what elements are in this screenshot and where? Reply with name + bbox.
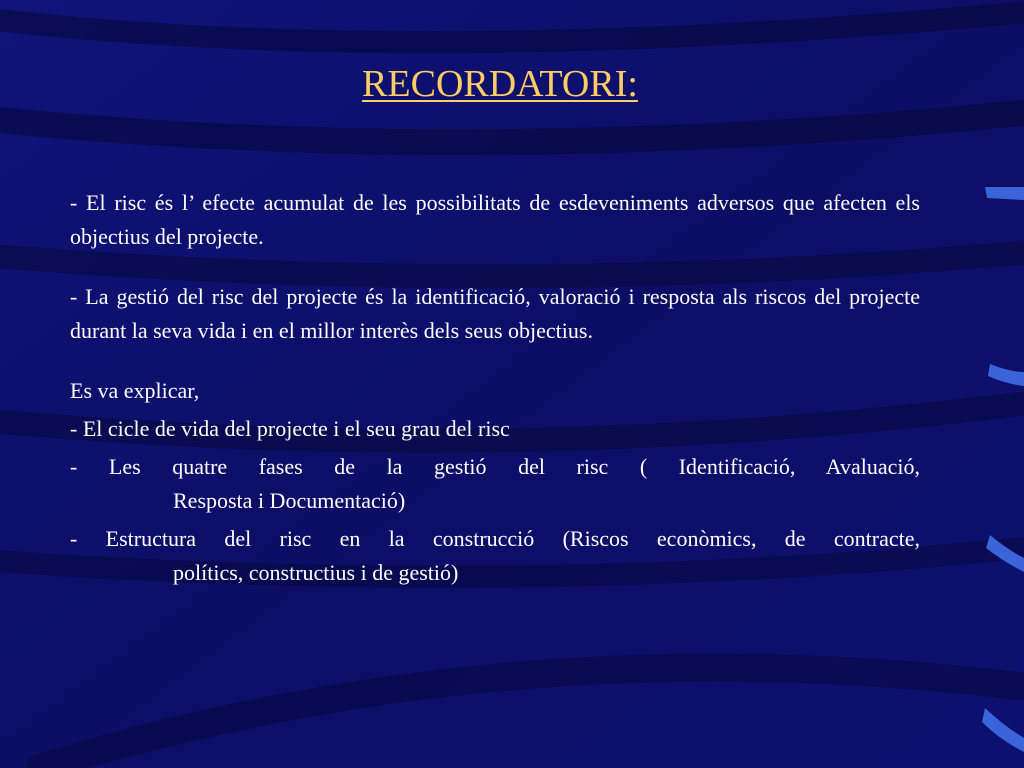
list-item-text: - Estructura del risc en la construcció (Riscos econòmics, de contracte,: [70, 526, 920, 551]
list-item: [70, 450, 920, 518]
definition-risk-management: - La gestió del risc del projecte és la identificació, valoració i resposta als riscos del projecte durant la seva vida i en el millor interès dels seus objectius.: [70, 284, 920, 343]
definition-risk: - El risc és l’ efecte acumulat de les possibilitats de esdeveniments adversos que afecten els objectius del projecte.: [70, 190, 920, 249]
list-item: [70, 522, 920, 590]
slide-body: [70, 186, 920, 590]
list-item-continuation: polítics, constructius i de gestió): [173, 560, 459, 585]
list-item-text: - Les quatre fases de la gestió del risc ( Identificació, Avaluació,: [70, 454, 920, 479]
list-item-continuation: Resposta i Documentació): [173, 488, 406, 513]
list-item-text: - El cicle de vida del projecte i el seu grau del risc: [70, 416, 510, 441]
slide-title: RECORDATORI:: [362, 63, 638, 105]
list-item: [70, 412, 920, 446]
intro-text: Es va explicar,: [70, 378, 200, 403]
